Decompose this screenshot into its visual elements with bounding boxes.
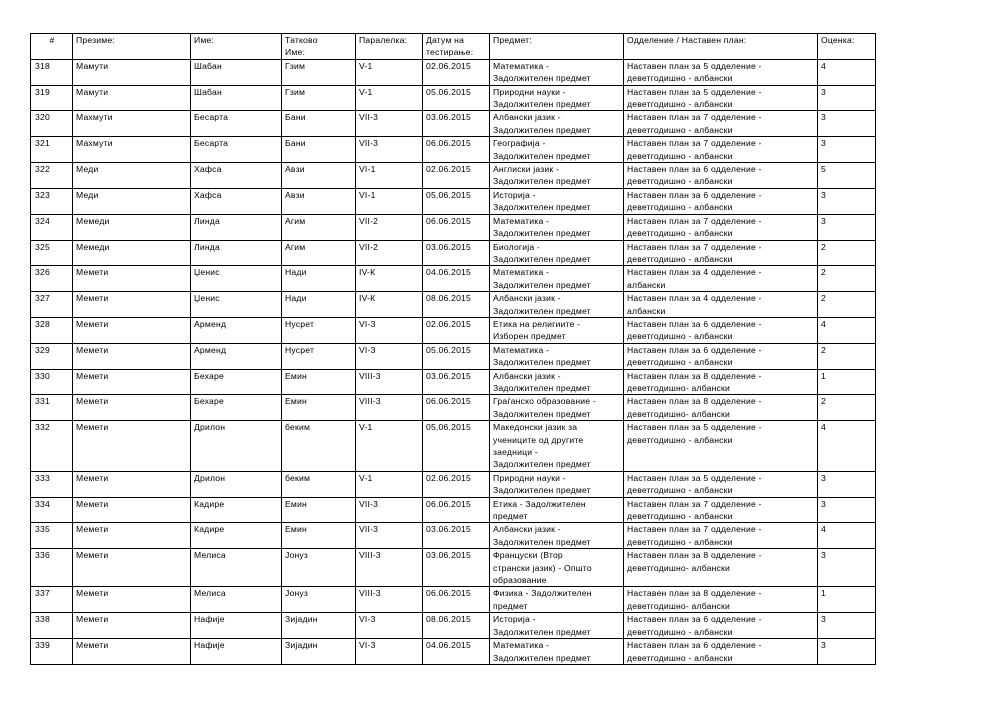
row-plan: Наставен план за 6 одделение - деветгодишно - албански: [624, 343, 818, 369]
row-subject: Француски (Втор странски јазик) - Општо образование: [490, 549, 624, 587]
table-row: [31, 214, 876, 240]
row-grade: 3: [818, 137, 876, 163]
table-row: [31, 188, 876, 214]
table-row: [31, 59, 876, 85]
row-name: Арменд: [191, 317, 282, 343]
row-class: VI-3: [356, 639, 423, 665]
row-test-date: 06.06.2015: [423, 137, 490, 163]
row-plan: Наставен план за 7 одделение - деветгодишно - албански: [624, 240, 818, 266]
table-row: [31, 137, 876, 163]
table-row: [31, 523, 876, 549]
row-father-name: Авзи: [282, 188, 356, 214]
row-number: 332: [31, 421, 73, 472]
row-father-name: Емин: [282, 395, 356, 421]
row-name: Џенис: [191, 266, 282, 292]
row-class: VIII-3: [356, 395, 423, 421]
header-surname: Презиме:: [73, 34, 191, 60]
row-grade: 5: [818, 163, 876, 189]
row-plan: Наставен план за 8 одделение - деветгодишно- албански: [624, 549, 818, 587]
row-surname: Мемети: [73, 613, 191, 639]
row-name: Дрилон: [191, 471, 282, 497]
row-surname: Меди: [73, 163, 191, 189]
row-father-name: Емин: [282, 523, 356, 549]
row-father-name: Нусрет: [282, 317, 356, 343]
row-class: VIII-3: [356, 369, 423, 395]
row-class: V-1: [356, 471, 423, 497]
row-plan: Наставен план за 6 одделение - деветгодишно - албански: [624, 163, 818, 189]
row-name: Мелиса: [191, 549, 282, 587]
header-test-date: Датум на тестирање:: [423, 34, 490, 60]
row-plan: Наставен план за 7 одделение - деветгодишно - албански: [624, 111, 818, 137]
row-father-name: Бани: [282, 137, 356, 163]
row-number: 326: [31, 266, 73, 292]
row-class: V-1: [356, 85, 423, 111]
row-surname: Мемети: [73, 523, 191, 549]
row-number: 323: [31, 188, 73, 214]
row-subject: Природни науки - Задолжителен предмет: [490, 471, 624, 497]
header-father-name: Татково Име:: [282, 34, 356, 60]
row-surname: Мамути: [73, 59, 191, 85]
row-grade: 2: [818, 343, 876, 369]
row-father-name: Бани: [282, 111, 356, 137]
row-surname: Мемети: [73, 471, 191, 497]
row-plan: Наставен план за 8 одделение - деветгодишно- албански: [624, 369, 818, 395]
row-grade: 4: [818, 59, 876, 85]
table-row: [31, 111, 876, 137]
row-father-name: Нади: [282, 292, 356, 318]
row-name: Кадире: [191, 497, 282, 523]
row-grade: 3: [818, 471, 876, 497]
row-father-name: Зијадин: [282, 613, 356, 639]
row-class: VI-3: [356, 317, 423, 343]
table-row: [31, 613, 876, 639]
row-test-date: 05.06.2015: [423, 85, 490, 111]
table-row: [31, 163, 876, 189]
row-subject: Етика на религиите - Изборен предмет: [490, 317, 624, 343]
row-number: 318: [31, 59, 73, 85]
row-class: VIII-3: [356, 549, 423, 587]
row-class: V-1: [356, 59, 423, 85]
row-test-date: 06.06.2015: [423, 214, 490, 240]
row-subject: Историја - Задолжителен предмет: [490, 188, 624, 214]
row-subject: Албански јазик - Задолжителен предмет: [490, 292, 624, 318]
row-test-date: 02.06.2015: [423, 471, 490, 497]
row-subject: Албански јазик - Задолжителен предмет: [490, 523, 624, 549]
header-row: [31, 34, 876, 60]
table-row: [31, 497, 876, 523]
row-name: Арменд: [191, 343, 282, 369]
row-number: 336: [31, 549, 73, 587]
row-subject: Математика - Задолжителен предмет: [490, 266, 624, 292]
row-class: VII-3: [356, 111, 423, 137]
row-grade: 3: [818, 188, 876, 214]
header-subject: Предмет:: [490, 34, 624, 60]
row-number: 335: [31, 523, 73, 549]
row-grade: 1: [818, 587, 876, 613]
row-test-date: 04.06.2015: [423, 639, 490, 665]
row-plan: Наставен план за 4 одделение - албански: [624, 292, 818, 318]
row-test-date: 04.06.2015: [423, 266, 490, 292]
header-name: Име:: [191, 34, 282, 60]
row-number: 339: [31, 639, 73, 665]
row-plan: Наставен план за 5 одделение - деветгодишно - албански: [624, 471, 818, 497]
row-surname: Мемети: [73, 343, 191, 369]
header-grade: Оценка:: [818, 34, 876, 60]
row-plan: Наставен план за 5 одделение - деветгодишно - албански: [624, 421, 818, 472]
row-name: Бехаре: [191, 369, 282, 395]
table-row: [31, 587, 876, 613]
row-grade: 3: [818, 111, 876, 137]
row-name: Дрилон: [191, 421, 282, 472]
row-surname: Мемети: [73, 266, 191, 292]
row-class: V-1: [356, 421, 423, 472]
row-surname: Мемети: [73, 639, 191, 665]
row-plan: Наставен план за 7 одделение - деветгодишно - албански: [624, 523, 818, 549]
row-plan: Наставен план за 7 одделение - деветгодишно - албански: [624, 137, 818, 163]
row-plan: Наставен план за 7 одделение - деветгодишно - албански: [624, 497, 818, 523]
row-name: Бесарта: [191, 137, 282, 163]
row-class: VI-1: [356, 188, 423, 214]
row-test-date: 03.06.2015: [423, 369, 490, 395]
row-surname: Меди: [73, 188, 191, 214]
row-class: VII-3: [356, 497, 423, 523]
row-name: Линда: [191, 214, 282, 240]
row-number: 321: [31, 137, 73, 163]
row-plan: Наставен план за 5 одделение - деветгодишно - албански: [624, 59, 818, 85]
row-grade: 3: [818, 497, 876, 523]
row-plan: Наставен план за 8 одделение - деветгодишно- албански: [624, 587, 818, 613]
row-name: Линда: [191, 240, 282, 266]
row-class: IV-К: [356, 266, 423, 292]
row-father-name: Агим: [282, 240, 356, 266]
header-number: #: [31, 34, 73, 60]
row-father-name: беким: [282, 421, 356, 472]
row-number: 320: [31, 111, 73, 137]
row-number: 331: [31, 395, 73, 421]
row-test-date: 02.06.2015: [423, 317, 490, 343]
row-name: Бехаре: [191, 395, 282, 421]
row-name: Бесарта: [191, 111, 282, 137]
row-grade: 2: [818, 266, 876, 292]
row-class: VI-1: [356, 163, 423, 189]
row-father-name: Нусрет: [282, 343, 356, 369]
row-surname: Мемети: [73, 549, 191, 587]
row-surname: Мемети: [73, 292, 191, 318]
row-father-name: беким: [282, 471, 356, 497]
row-father-name: Јонуз: [282, 587, 356, 613]
row-plan: Наставен план за 8 одделение - деветгодишно- албански: [624, 395, 818, 421]
row-father-name: Јонуз: [282, 549, 356, 587]
row-father-name: Агим: [282, 214, 356, 240]
row-number: 329: [31, 343, 73, 369]
row-subject: Математика - Задолжителен предмет: [490, 639, 624, 665]
row-test-date: 05.06.2015: [423, 343, 490, 369]
grades-table: [30, 33, 876, 665]
row-surname: Махмути: [73, 111, 191, 137]
row-test-date: 08.06.2015: [423, 292, 490, 318]
row-grade: 3: [818, 214, 876, 240]
row-subject: Биологија - Задолжителен предмет: [490, 240, 624, 266]
row-grade: 4: [818, 421, 876, 472]
row-plan: Наставен план за 7 одделение - деветгодишно - албански: [624, 214, 818, 240]
table-row: [31, 240, 876, 266]
table-row: [31, 421, 876, 472]
row-class: VIII-3: [356, 587, 423, 613]
row-grade: 3: [818, 85, 876, 111]
row-subject: Математика - Задолжителен предмет: [490, 343, 624, 369]
row-number: 322: [31, 163, 73, 189]
row-subject: Историја - Задолжителен предмет: [490, 613, 624, 639]
row-subject: Граѓанско образование - Задолжителен предмет: [490, 395, 624, 421]
row-test-date: 02.06.2015: [423, 59, 490, 85]
row-number: 319: [31, 85, 73, 111]
row-name: Кадире: [191, 523, 282, 549]
table-row: [31, 292, 876, 318]
table-row: [31, 317, 876, 343]
row-surname: Мемети: [73, 497, 191, 523]
row-grade: 3: [818, 549, 876, 587]
row-test-date: 06.06.2015: [423, 587, 490, 613]
row-test-date: 02.06.2015: [423, 163, 490, 189]
row-number: 334: [31, 497, 73, 523]
row-subject: Англиски јазик - Задолжителен предмет: [490, 163, 624, 189]
row-grade: 2: [818, 240, 876, 266]
row-surname: Махмути: [73, 137, 191, 163]
row-subject: Албански јазик - Задолжителен предмет: [490, 111, 624, 137]
row-father-name: Нади: [282, 266, 356, 292]
row-father-name: Гзим: [282, 59, 356, 85]
row-subject: Географија - Задолжителен предмет: [490, 137, 624, 163]
row-name: Хафса: [191, 188, 282, 214]
row-number: 328: [31, 317, 73, 343]
table-row: [31, 395, 876, 421]
row-number: 327: [31, 292, 73, 318]
row-test-date: 03.06.2015: [423, 523, 490, 549]
row-plan: Наставен план за 4 одделение - албански: [624, 266, 818, 292]
row-number: 330: [31, 369, 73, 395]
row-number: 338: [31, 613, 73, 639]
row-surname: Мемети: [73, 317, 191, 343]
row-test-date: 05.06.2015: [423, 188, 490, 214]
row-surname: Мемети: [73, 587, 191, 613]
row-test-date: 06.06.2015: [423, 497, 490, 523]
row-father-name: Емин: [282, 369, 356, 395]
row-class: VII-2: [356, 214, 423, 240]
row-class: IV-К: [356, 292, 423, 318]
row-test-date: 03.06.2015: [423, 549, 490, 587]
row-father-name: Емин: [282, 497, 356, 523]
table-row: [31, 471, 876, 497]
row-class: VII-2: [356, 240, 423, 266]
row-test-date: 08.06.2015: [423, 613, 490, 639]
row-father-name: Авзи: [282, 163, 356, 189]
row-number: 333: [31, 471, 73, 497]
row-test-date: 05.06.2015: [423, 421, 490, 472]
row-name: Шабан: [191, 59, 282, 85]
header-class: Паралелка:: [356, 34, 423, 60]
header-plan: Одделение / Наставен план:: [624, 34, 818, 60]
row-number: 325: [31, 240, 73, 266]
row-surname: Мемеди: [73, 240, 191, 266]
row-test-date: 06.06.2015: [423, 395, 490, 421]
row-class: VII-3: [356, 137, 423, 163]
row-subject: Математика - Задолжителен предмет: [490, 59, 624, 85]
row-subject: Природни науки - Задолжителен предмет: [490, 85, 624, 111]
row-number: 337: [31, 587, 73, 613]
row-subject: Физика - Задолжителен предмет: [490, 587, 624, 613]
row-plan: Наставен план за 6 одделение - деветгодишно - албански: [624, 188, 818, 214]
row-grade: 3: [818, 613, 876, 639]
row-surname: Мемеди: [73, 214, 191, 240]
row-father-name: Зијадин: [282, 639, 356, 665]
row-grade: 3: [818, 639, 876, 665]
table-row: [31, 85, 876, 111]
row-name: Шабан: [191, 85, 282, 111]
row-name: Хафса: [191, 163, 282, 189]
row-father-name: Гзим: [282, 85, 356, 111]
row-surname: Мемети: [73, 421, 191, 472]
row-plan: Наставен план за 6 одделение - деветгодишно - албански: [624, 613, 818, 639]
row-class: VI-3: [356, 343, 423, 369]
row-test-date: 03.06.2015: [423, 240, 490, 266]
row-grade: 4: [818, 317, 876, 343]
row-test-date: 03.06.2015: [423, 111, 490, 137]
row-grade: 4: [818, 523, 876, 549]
row-surname: Мамути: [73, 85, 191, 111]
row-number: 324: [31, 214, 73, 240]
table-row: [31, 343, 876, 369]
table-body: [31, 59, 876, 664]
row-class: VII-3: [356, 523, 423, 549]
row-name: Џенис: [191, 292, 282, 318]
table-row: [31, 549, 876, 587]
row-subject: Етика - Задолжителен предмет: [490, 497, 624, 523]
row-subject: Математика - Задолжителен предмет: [490, 214, 624, 240]
row-class: VI-3: [356, 613, 423, 639]
table-row: [31, 266, 876, 292]
row-surname: Мемети: [73, 369, 191, 395]
row-name: Нафије: [191, 613, 282, 639]
row-name: Мелиса: [191, 587, 282, 613]
row-grade: 1: [818, 369, 876, 395]
row-subject: Албански јазик - Задолжителен предмет: [490, 369, 624, 395]
table-row: [31, 639, 876, 665]
table-row: [31, 369, 876, 395]
row-plan: Наставен план за 6 одделение - деветгодишно - албански: [624, 317, 818, 343]
row-grade: 2: [818, 292, 876, 318]
row-plan: Наставен план за 6 одделение - деветгодишно - албански: [624, 639, 818, 665]
row-surname: Мемети: [73, 395, 191, 421]
row-name: Нафије: [191, 639, 282, 665]
row-subject: Македонски јазик за учениците од другите заедници - Задолжителен предмет: [490, 421, 624, 472]
row-plan: Наставен план за 5 одделение - деветгодишно - албански: [624, 85, 818, 111]
row-grade: 2: [818, 395, 876, 421]
